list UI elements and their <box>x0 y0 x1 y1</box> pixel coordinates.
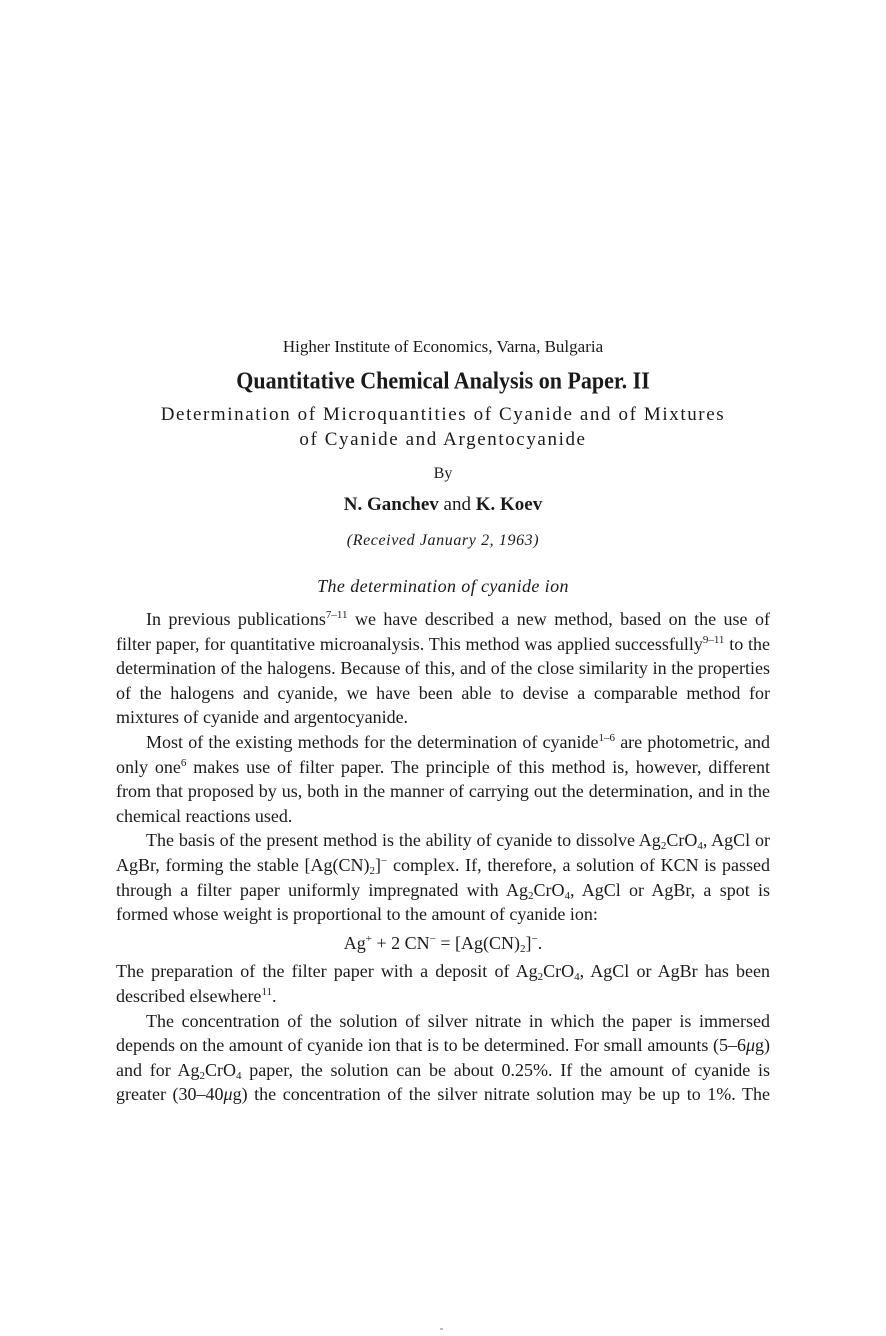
citation: 1–6 <box>598 731 616 744</box>
paper-subtitle <box>0 402 886 452</box>
citation: 11 <box>261 985 273 998</box>
citation: 7–11 <box>325 609 348 621</box>
paragraph-1: In previous publications$^{7-11}$ we have described a new method, based on the use of filter paper, for quantitative microanalysis. This method was applied successfully$^{9-11}$ to the determination of the halogens. Because of this, and of the close similarity in the properties of the halogens and cyanide, we have been able to devise a comparable method for mixtures of cyanide and argentocyanide. <box>116 609 770 728</box>
subtitle-line-1: Determination of Microquantities of Cyanide and of Mixtures <box>160 404 726 425</box>
citation: 9–11 <box>702 633 725 646</box>
author-conjunction: and <box>443 494 471 515</box>
author-2: K. Koev <box>475 494 543 515</box>
affiliation: Higher Institute of Economics, Varna, Bulgaria <box>282 337 604 356</box>
reaction-equation: Ag+ + 2 $CN^- = [Ag(CN)_2]^-$. <box>343 932 543 955</box>
author-1: N. Ganchev <box>343 494 439 515</box>
body-text <box>116 607 770 1107</box>
paragraph-3: The basis of the present method is the ability of cyanide to dissolve $Ag_2CrO_4$, AgCl or AgBr, forming the stable $[Ag(CN)_2]^-$ complex. If, therefore, a solution of KCN is passed through a filter paper uniformly impregnated with $Ag_2CrO_4$, AgCl or AgBr, a spot is formed whose weight is proportional to the amount of cyanide ion: <box>116 830 770 925</box>
page-mark <box>440 1328 443 1330</box>
citation: 6 <box>180 756 187 769</box>
by-line: By <box>433 465 453 482</box>
section-title: The determination of cyanide ion <box>317 576 569 596</box>
paragraph-5: The concentration of the solution of silver nitrate in which the paper is immersed depends on the amount of cyanide ion that is to be determined. For small amounts (5–6μg) and for $Ag_2CrO_4$ paper, the solution can be about 0.25%. If the amount of cyanide is greater (30–40μg) the concentration of the silver nitrate solution may be up to 1%. The <box>116 1010 771 1105</box>
subtitle-line-2: of Cyanide and Argentocyanide <box>299 429 587 450</box>
received-date: (Received January 2, 1963) <box>346 532 540 549</box>
paper-title: Quantitative Chemical Analysis on Paper. II <box>236 366 650 394</box>
paragraph-2: Most of the existing methods for the determination of cyanide$^{1-6}$ are photometric, and only one$^6$ makes use of filter paper. The principle of this method is, however, different from that proposed by us, both in the manner of carrying out the determination, and in the chemical reactions used. <box>116 731 770 826</box>
authors <box>0 494 886 516</box>
paragraph-4: The preparation of the filter paper with a deposit of $Ag_2CrO_4$, AgCl or AgBr has been described elsewhere$^{11}$. <box>116 961 770 1006</box>
